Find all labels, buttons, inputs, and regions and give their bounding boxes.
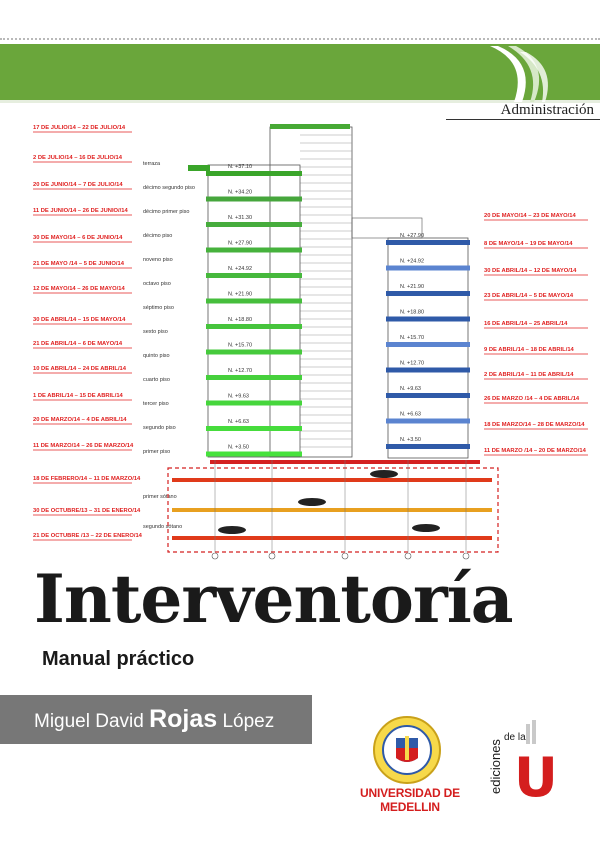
right-floor-slab xyxy=(386,266,470,271)
top-dotted-rule xyxy=(0,38,600,40)
right-floor-slab xyxy=(386,444,470,449)
right-date-label: 18 DE MARZO/14 – 28 DE MARZO/14 xyxy=(484,422,585,428)
right-floor-slab xyxy=(386,240,470,245)
left-date-label: 10 DE ABRIL/14 – 24 DE ABRIL/14 xyxy=(33,366,126,372)
left-date-label: 21 DE ABRIL/14 – 6 DE MAYO/14 xyxy=(33,341,123,347)
left-level-label: N. +12.70 xyxy=(228,368,253,374)
left-level-label: N. +37.10 xyxy=(228,164,253,170)
left-date-label: 12 DE MAYO/14 – 26 DE MAYO/14 xyxy=(33,286,125,292)
left-floor-slab xyxy=(206,452,302,457)
car-silhouette xyxy=(370,470,398,478)
left-level-label: N. +15.70 xyxy=(228,342,253,349)
right-floor-slab xyxy=(386,368,470,373)
left-date-label: 21 DE MAYO /14 – 5 DE JUNIO/14 xyxy=(33,261,124,267)
floor-name-label: segundo sótano xyxy=(143,524,183,530)
column-marker xyxy=(212,553,218,559)
author-name xyxy=(34,703,274,738)
ediciones-de-la-u-logo-icon xyxy=(488,720,568,800)
floor-name-label: séptimo piso xyxy=(143,305,174,311)
right-level-label: N. +18.80 xyxy=(400,309,425,316)
right-level-label: N. +3.50 xyxy=(400,437,421,443)
left-date-label: 18 DE FEBRERO/14 – 11 DE MARZO/14 xyxy=(33,476,141,482)
terrace-slab xyxy=(188,165,210,171)
left-level-label: N. +9.63 xyxy=(228,393,249,400)
left-date-label: 20 DE MARZO/14 – 4 DE ABRIL/14 xyxy=(33,417,127,423)
left-date-label: 20 DE JUNIO/14 – 7 DE JULIO/14 xyxy=(33,182,123,188)
right-floor-slab xyxy=(386,291,470,296)
left-level-label: N. +3.50 xyxy=(228,444,249,451)
construction-schedule-drawing xyxy=(0,118,600,570)
floor-name-label: sexto piso xyxy=(143,329,168,335)
floor-name-label: primer piso xyxy=(143,449,171,455)
right-date-label: 16 DE ABRIL/14 – 25 ABRIL/14 xyxy=(484,321,568,327)
floor-name-label: tercer piso xyxy=(143,401,169,407)
left-floor-slab xyxy=(206,375,302,380)
floor-name-label: primer sótano xyxy=(143,494,177,500)
roof-slab xyxy=(270,124,350,129)
left-floor-slab xyxy=(206,273,302,278)
right-date-label: 2 DE ABRIL/14 – 11 DE ABRIL/14 xyxy=(484,372,574,378)
right-date-label: 23 DE ABRIL/14 – 5 DE MAYO/14 xyxy=(484,293,574,299)
right-level-label: N. +15.70 xyxy=(400,335,425,341)
floor-name-label: décimo piso xyxy=(143,233,173,239)
right-floor-slab xyxy=(386,342,470,347)
author-second-last-name: López xyxy=(222,711,275,732)
core-tower xyxy=(270,127,352,457)
left-floor-slab xyxy=(206,171,302,176)
right-level-label: N. +12.70 xyxy=(400,360,425,367)
column-marker xyxy=(405,553,411,559)
column-marker xyxy=(269,553,275,559)
left-date-label: 30 DE ABRIL/14 – 15 DE MAYO/14 xyxy=(33,317,126,323)
left-level-label: N. +24.92 xyxy=(228,266,253,272)
right-date-label: 11 DE MARZO /14 – 20 DE MARZO/14 xyxy=(484,448,586,454)
right-floor-slab xyxy=(386,317,470,322)
right-level-label: N. +24.92 xyxy=(400,258,425,265)
left-level-label: N. +6.63 xyxy=(228,419,249,425)
left-floor-slab xyxy=(206,324,302,329)
left-date-label: 30 DE MAYO/14 – 6 DE JUNIO/14 xyxy=(33,235,123,241)
author-first-names: Miguel David xyxy=(34,711,144,732)
basement-slab xyxy=(172,536,492,540)
swoosh-logo-icon xyxy=(470,44,600,104)
left-floor-slab xyxy=(206,426,302,431)
book-title: Interventoría xyxy=(34,560,513,638)
right-date-label: 30 DE ABRIL/14 – 12 DE MAYO/14 xyxy=(484,268,577,274)
column-marker xyxy=(342,553,348,559)
right-level-label: N. +6.63 xyxy=(400,411,421,418)
series-label: Administración xyxy=(446,100,600,120)
left-date-label: 11 DE MARZO/14 – 26 DE MARZO/14 xyxy=(33,443,134,449)
book-subtitle: Manual práctico xyxy=(42,648,195,670)
floor-name-label: cuarto piso xyxy=(143,377,170,383)
right-level-label: N. +9.63 xyxy=(400,386,421,392)
left-level-label: N. +21.90 xyxy=(228,291,253,298)
left-date-label: 30 DE OCTUBRE/13 – 31 DE ENERO/14 xyxy=(33,508,141,514)
left-floor-slab xyxy=(206,401,302,406)
basement-slab xyxy=(172,478,492,482)
floor-name-label: terraza xyxy=(143,161,161,167)
left-level-label: N. +34.20 xyxy=(228,189,253,196)
left-level-label: N. +18.80 xyxy=(228,317,253,323)
car-silhouette xyxy=(412,524,440,532)
floor-name-label: noveno piso xyxy=(143,257,173,263)
floor-name-label: segundo piso xyxy=(143,425,176,431)
basement-slab xyxy=(172,508,492,512)
right-date-label: 20 DE MAYO/14 – 23 DE MAYO/14 xyxy=(484,213,576,219)
floor-name-label: quinto piso xyxy=(143,353,170,359)
left-floor-slab xyxy=(206,299,302,304)
left-date-label: 21 DE OCTUBRE /13 – 22 DE ENERO/14 xyxy=(33,533,142,539)
left-floor-slab xyxy=(206,197,302,202)
right-level-label: N. +27.90 xyxy=(400,233,425,239)
right-date-label: 8 DE MAYO/14 – 19 DE MAYO/14 xyxy=(484,241,573,247)
right-date-label: 26 DE MARZO /14 – 4 DE ABRIL/14 xyxy=(484,396,580,402)
left-floor-slab xyxy=(206,350,302,355)
author-last-name: Rojas xyxy=(149,705,218,733)
column-marker xyxy=(463,553,469,559)
university-name: UNIVERSIDAD DE MEDELLIN xyxy=(360,786,460,814)
imprint-letter-u: U xyxy=(514,746,558,800)
imprint-ediciones: ediciones xyxy=(488,739,503,794)
floor-name-label: décimo segundo piso xyxy=(143,185,195,191)
floor-name-label: octavo piso xyxy=(143,281,171,287)
left-date-label: 2 DE JULIO/14 – 16 DE JULIO/14 xyxy=(33,155,122,161)
right-date-label: 9 DE ABRIL/14 – 18 DE ABRIL/14 xyxy=(484,347,574,353)
left-floor-slab xyxy=(206,222,302,227)
right-floor-slab xyxy=(386,419,470,424)
left-date-label: 11 DE JUNIO/14 – 26 DE JUNIO//14 xyxy=(33,208,128,214)
imprint-de-la: de la xyxy=(504,732,526,743)
left-level-label: N. +31.30 xyxy=(228,215,253,221)
left-level-label: N. +27.90 xyxy=(228,240,253,247)
car-silhouette xyxy=(218,526,246,534)
left-date-label: 1 DE ABRIL/14 – 15 DE ABRIL/14 xyxy=(33,393,123,399)
university-seal-icon xyxy=(372,714,442,786)
left-floor-slab xyxy=(206,248,302,253)
car-silhouette xyxy=(298,498,326,506)
right-floor-slab xyxy=(386,393,470,398)
right-level-label: N. +21.90 xyxy=(400,284,425,290)
floor-name-label: décimo primer piso xyxy=(143,209,190,215)
left-date-label: 17 DE JULIO/14 – 22 DE JULIO/14 xyxy=(33,125,126,131)
right-tower xyxy=(388,238,468,458)
